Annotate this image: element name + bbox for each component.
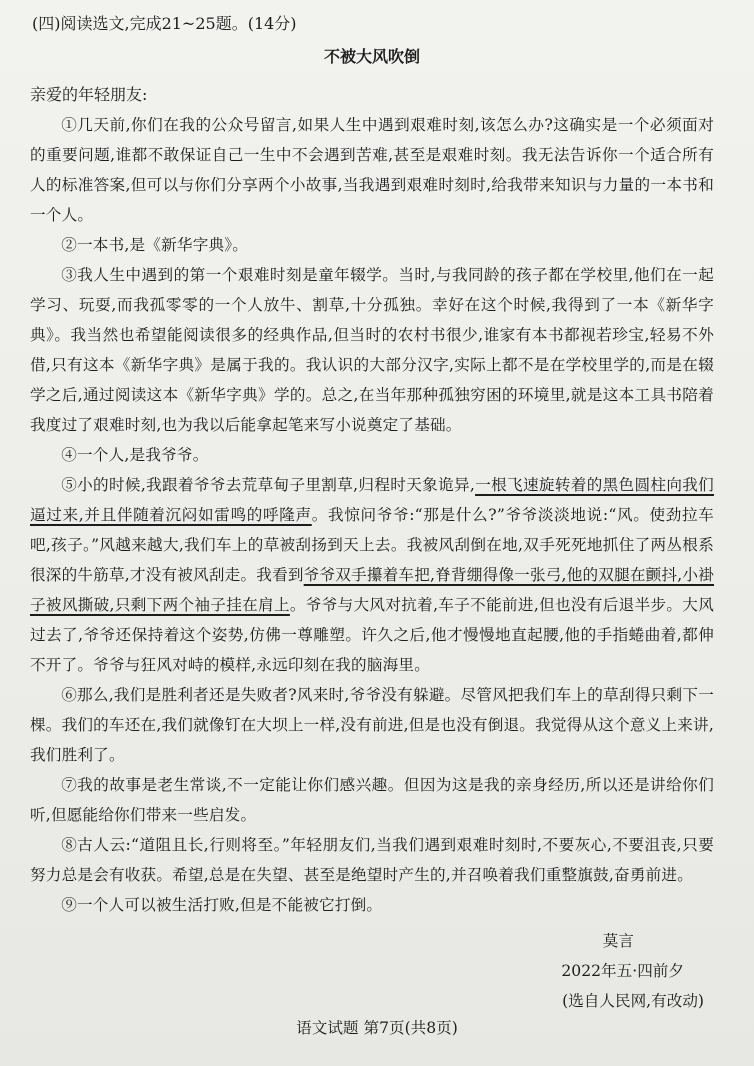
paragraph-3: ③我人生中遇到的第一个艰难时刻是童年辍学。当时,与我同龄的孩子都在学校里,他们在一起学习、玩耍,而我孤零零的一个人放牛、割草,十分孤独。幸好在这个时候,我得到了一本《新华字典》。我当然也希望能阅读很多的经典作品,但当时的农村书很少,谁家有本书都视若珍宝,轻易不外借,只有这本《新华字典》是属于我的。我认识的大部分汉字,实际上都不是在学校里学的,而是在辍学之后,通过阅读这本《新华字典》学的。总之,在当年那种孤独穷困的环境里,就是这本工具书陪着我度过了艰难时刻,也为我以后能拿起笔来写小说奠定了基础。 bbox=[30, 266, 714, 434]
section-header: (四)阅读选文,完成21~25题。(14分) bbox=[32, 14, 297, 33]
signature-date: 2022年五·四前夕 bbox=[561, 962, 684, 980]
signature-block bbox=[0, 926, 754, 1016]
paragraph-1: ①几天前,你们在我的公众号留言,如果人生中遇到艰难时刻,该怎么办?这确实是一个必须面对的重要问题,谁都不敢保证自己一生中不会遇到苦难,甚至是艰难时刻。我无法告诉你一个适合所有人的标准答案,但可以与你们分享两个小故事,当我遇到艰难时刻时,给我带来知识与力量的一本书和一个人。 bbox=[30, 116, 714, 224]
underlined-sentence-1: 一根飞速旋转着的黑色圆柱向我们逼过来,并且伴随着沉闷如雷鸣的呼隆声 bbox=[30, 476, 714, 524]
page-footer: 语文试题 第7页(共8页) bbox=[296, 1019, 458, 1037]
salutation: 亲爱的年轻朋友: bbox=[30, 85, 148, 104]
paragraph-9: ⑨一个人可以被生活打败,但是不能被它打倒。 bbox=[61, 896, 383, 914]
paragraph-5-text-3: 。爷爷与大风对抗着,车子不能前进,但也没有后退半步。大风过去了,爷爷还保持着这个姿势,仿佛一尊雕塑。许久之后,他才慢慢地直起腰,他的手指蜷曲着,都伸不开了。爷爷与狂风对峙的模样,永远印刻在我的脑海里。 bbox=[30, 596, 715, 674]
paragraph-2: ②一本书,是《新华字典》。 bbox=[61, 236, 249, 254]
paragraph-8: ⑧古人云:“道阻且长,行则将至。”年轻朋友们,当我们遇到艰难时刻时,不要灰心,不要沮丧,只要努力总是会有收获。希望,总是在失望、甚至是绝望时产生的,并召唤着我们重整旗鼓,奋勇前进。 bbox=[30, 836, 714, 884]
paragraph-6: ⑥那么,我们是胜利者还是失败者?风来时,爷爷没有躲避。尽管风把我们车上的草刮得只剩下一棵。我们的车还在,我们就像钉在大坝上一样,没有前进,但是也没有倒退。我觉得从这个意义上来讲,我们胜利了。 bbox=[30, 686, 714, 764]
underlined-sentence-2: 爷爷双手攥着车把,脊背绷得像一张弓,他的双腿在颤抖,小褂子被风撕破,只剩下两个袖子挂在肩上 bbox=[30, 566, 714, 614]
signature-source: (选自人民网,有改动) bbox=[562, 992, 704, 1010]
paragraph-7: ⑦我的故事是老生常谈,不一定能让你们感兴趣。但因为这是我的亲身经历,所以还是讲给你们听,但愿能给你们带来一些启发。 bbox=[30, 776, 714, 824]
signature-author: 莫言 bbox=[602, 932, 634, 950]
article-title: 不被大风吹倒 bbox=[323, 47, 420, 66]
paragraph-4: ④一个人,是我爷爷。 bbox=[61, 446, 209, 464]
paragraph-5-text-1: ⑤小的时候,我跟着爷爷去荒草甸子里割草,归程时天象诡异, bbox=[61, 476, 476, 494]
paragraph-5-text-2: 。我惊问爷爷:“那是什么?”爷爷淡淡地说:“风。使劲拉车吧,孩子。”风越来越大,我们车上的草被刮扬到天上去。我被风刮倒在地,双手死死地抓住了两丛根系很深的牛筋草,才没有被风刮走。我看到 bbox=[30, 506, 714, 584]
paragraph-5 bbox=[30, 470, 714, 680]
